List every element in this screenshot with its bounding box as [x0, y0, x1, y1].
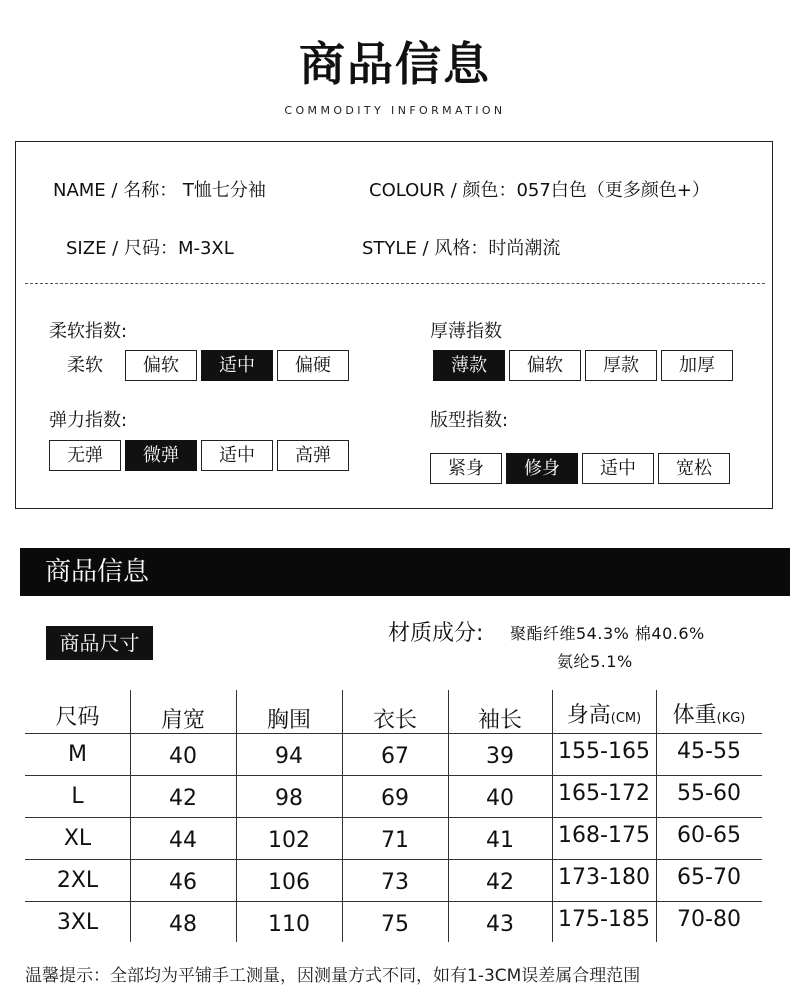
product-name: NAME / 名称： T恤七分袖	[53, 180, 266, 201]
softness-label: 柔软指数:	[49, 321, 128, 342]
material-line-2: 氨纶5.1%	[557, 652, 633, 671]
elasticity-option-1: 无弹	[49, 440, 121, 471]
softness-option-1: 柔软	[49, 350, 121, 381]
softness-option-3-selected: 适中	[201, 350, 273, 381]
length-cell: 73	[381, 870, 409, 895]
chest-cell: 110	[268, 912, 310, 937]
sleeve-cell: 39	[486, 744, 514, 769]
weight-cell: 55-60	[677, 781, 741, 806]
table-row-divider	[25, 901, 762, 902]
shoulder-cell: 40	[169, 744, 197, 769]
fit-label: 版型指数:	[430, 410, 509, 431]
length-cell: 67	[381, 744, 409, 769]
elasticity-label: 弹力指数:	[49, 410, 128, 431]
table-row-divider	[25, 817, 762, 818]
fit-option-1: 紧身	[430, 453, 502, 484]
material-line-1: 聚酯纤维54.3% 棉40.6%	[510, 624, 705, 643]
chest-cell: 98	[275, 786, 303, 811]
chest-cell: 106	[268, 870, 310, 895]
fit-option-2-selected: 修身	[506, 453, 578, 484]
table-row-divider	[25, 775, 762, 776]
shoulder-cell: 46	[169, 870, 197, 895]
thickness-label: 厚薄指数	[430, 321, 502, 342]
measurement-note: 温馨提示：全部均为平铺手工测量，因测量方式不同，如有1-3CM误差属合理范围	[25, 966, 641, 986]
length-cell: 69	[381, 786, 409, 811]
length-cell: 75	[381, 912, 409, 937]
height-cell: 165-172	[558, 781, 650, 806]
length-cell: 71	[381, 828, 409, 853]
fit-option-3: 适中	[582, 453, 654, 484]
section-banner-title: 商品信息	[45, 557, 150, 587]
shoulder-cell: 44	[169, 828, 197, 853]
header-shoulder: 肩宽	[160, 708, 205, 733]
sleeve-cell: 42	[486, 870, 514, 895]
product-size: SIZE / 尺码：M-3XL	[66, 238, 234, 259]
height-cell: 175-185	[558, 907, 650, 932]
header-length: 衣长	[372, 708, 417, 733]
size-table	[25, 690, 762, 942]
shoulder-cell: 48	[169, 912, 197, 937]
size-cell: M	[68, 742, 87, 767]
product-colour: COLOUR / 颜色：057白色（更多颜色+）	[369, 180, 710, 201]
header-sleeve: 袖长	[477, 708, 522, 733]
header-height: 身高(CM)	[566, 703, 642, 728]
thickness-option-2: 偏软	[509, 350, 581, 381]
table-row-divider	[25, 859, 762, 860]
thickness-option-4: 加厚	[661, 350, 733, 381]
page-subtitle: COMMODITY INFORMATION	[284, 104, 506, 117]
header-chest: 胸围	[266, 708, 311, 733]
sleeve-cell: 43	[486, 912, 514, 937]
shoulder-cell: 42	[169, 786, 197, 811]
thickness-option-3: 厚款	[585, 350, 657, 381]
thickness-option-1-selected: 薄款	[433, 350, 505, 381]
sleeve-cell: 41	[486, 828, 514, 853]
size-cell: L	[71, 784, 84, 809]
weight-cell: 45-55	[677, 739, 741, 764]
size-cell: 3XL	[56, 910, 99, 935]
sleeve-cell: 40	[486, 786, 514, 811]
weight-cell: 60-65	[677, 823, 741, 848]
weight-cell: 65-70	[677, 865, 741, 890]
softness-option-2: 偏软	[125, 350, 197, 381]
size-tag: 商品尺寸	[46, 626, 153, 660]
height-cell: 155-165	[558, 739, 650, 764]
elasticity-option-4: 高弹	[277, 440, 349, 471]
chest-cell: 94	[275, 744, 303, 769]
size-cell: XL	[63, 826, 92, 851]
header-size: 尺码	[55, 705, 100, 730]
header-weight: 体重(KG)	[672, 703, 746, 728]
dashed-divider	[25, 283, 765, 284]
elasticity-option-2-selected: 微弹	[125, 440, 197, 471]
fit-option-4: 宽松	[658, 453, 730, 484]
softness-option-4: 偏硬	[277, 350, 349, 381]
weight-cell: 70-80	[677, 907, 741, 932]
chest-cell: 102	[268, 828, 310, 853]
material-label: 材质成分:	[388, 621, 484, 646]
page-title: 商品信息	[299, 37, 491, 91]
height-cell: 173-180	[558, 865, 650, 890]
height-cell: 168-175	[558, 823, 650, 848]
elasticity-option-3: 适中	[201, 440, 273, 471]
product-style: STYLE / 风格：时尚潮流	[362, 238, 561, 259]
size-cell: 2XL	[56, 868, 99, 893]
